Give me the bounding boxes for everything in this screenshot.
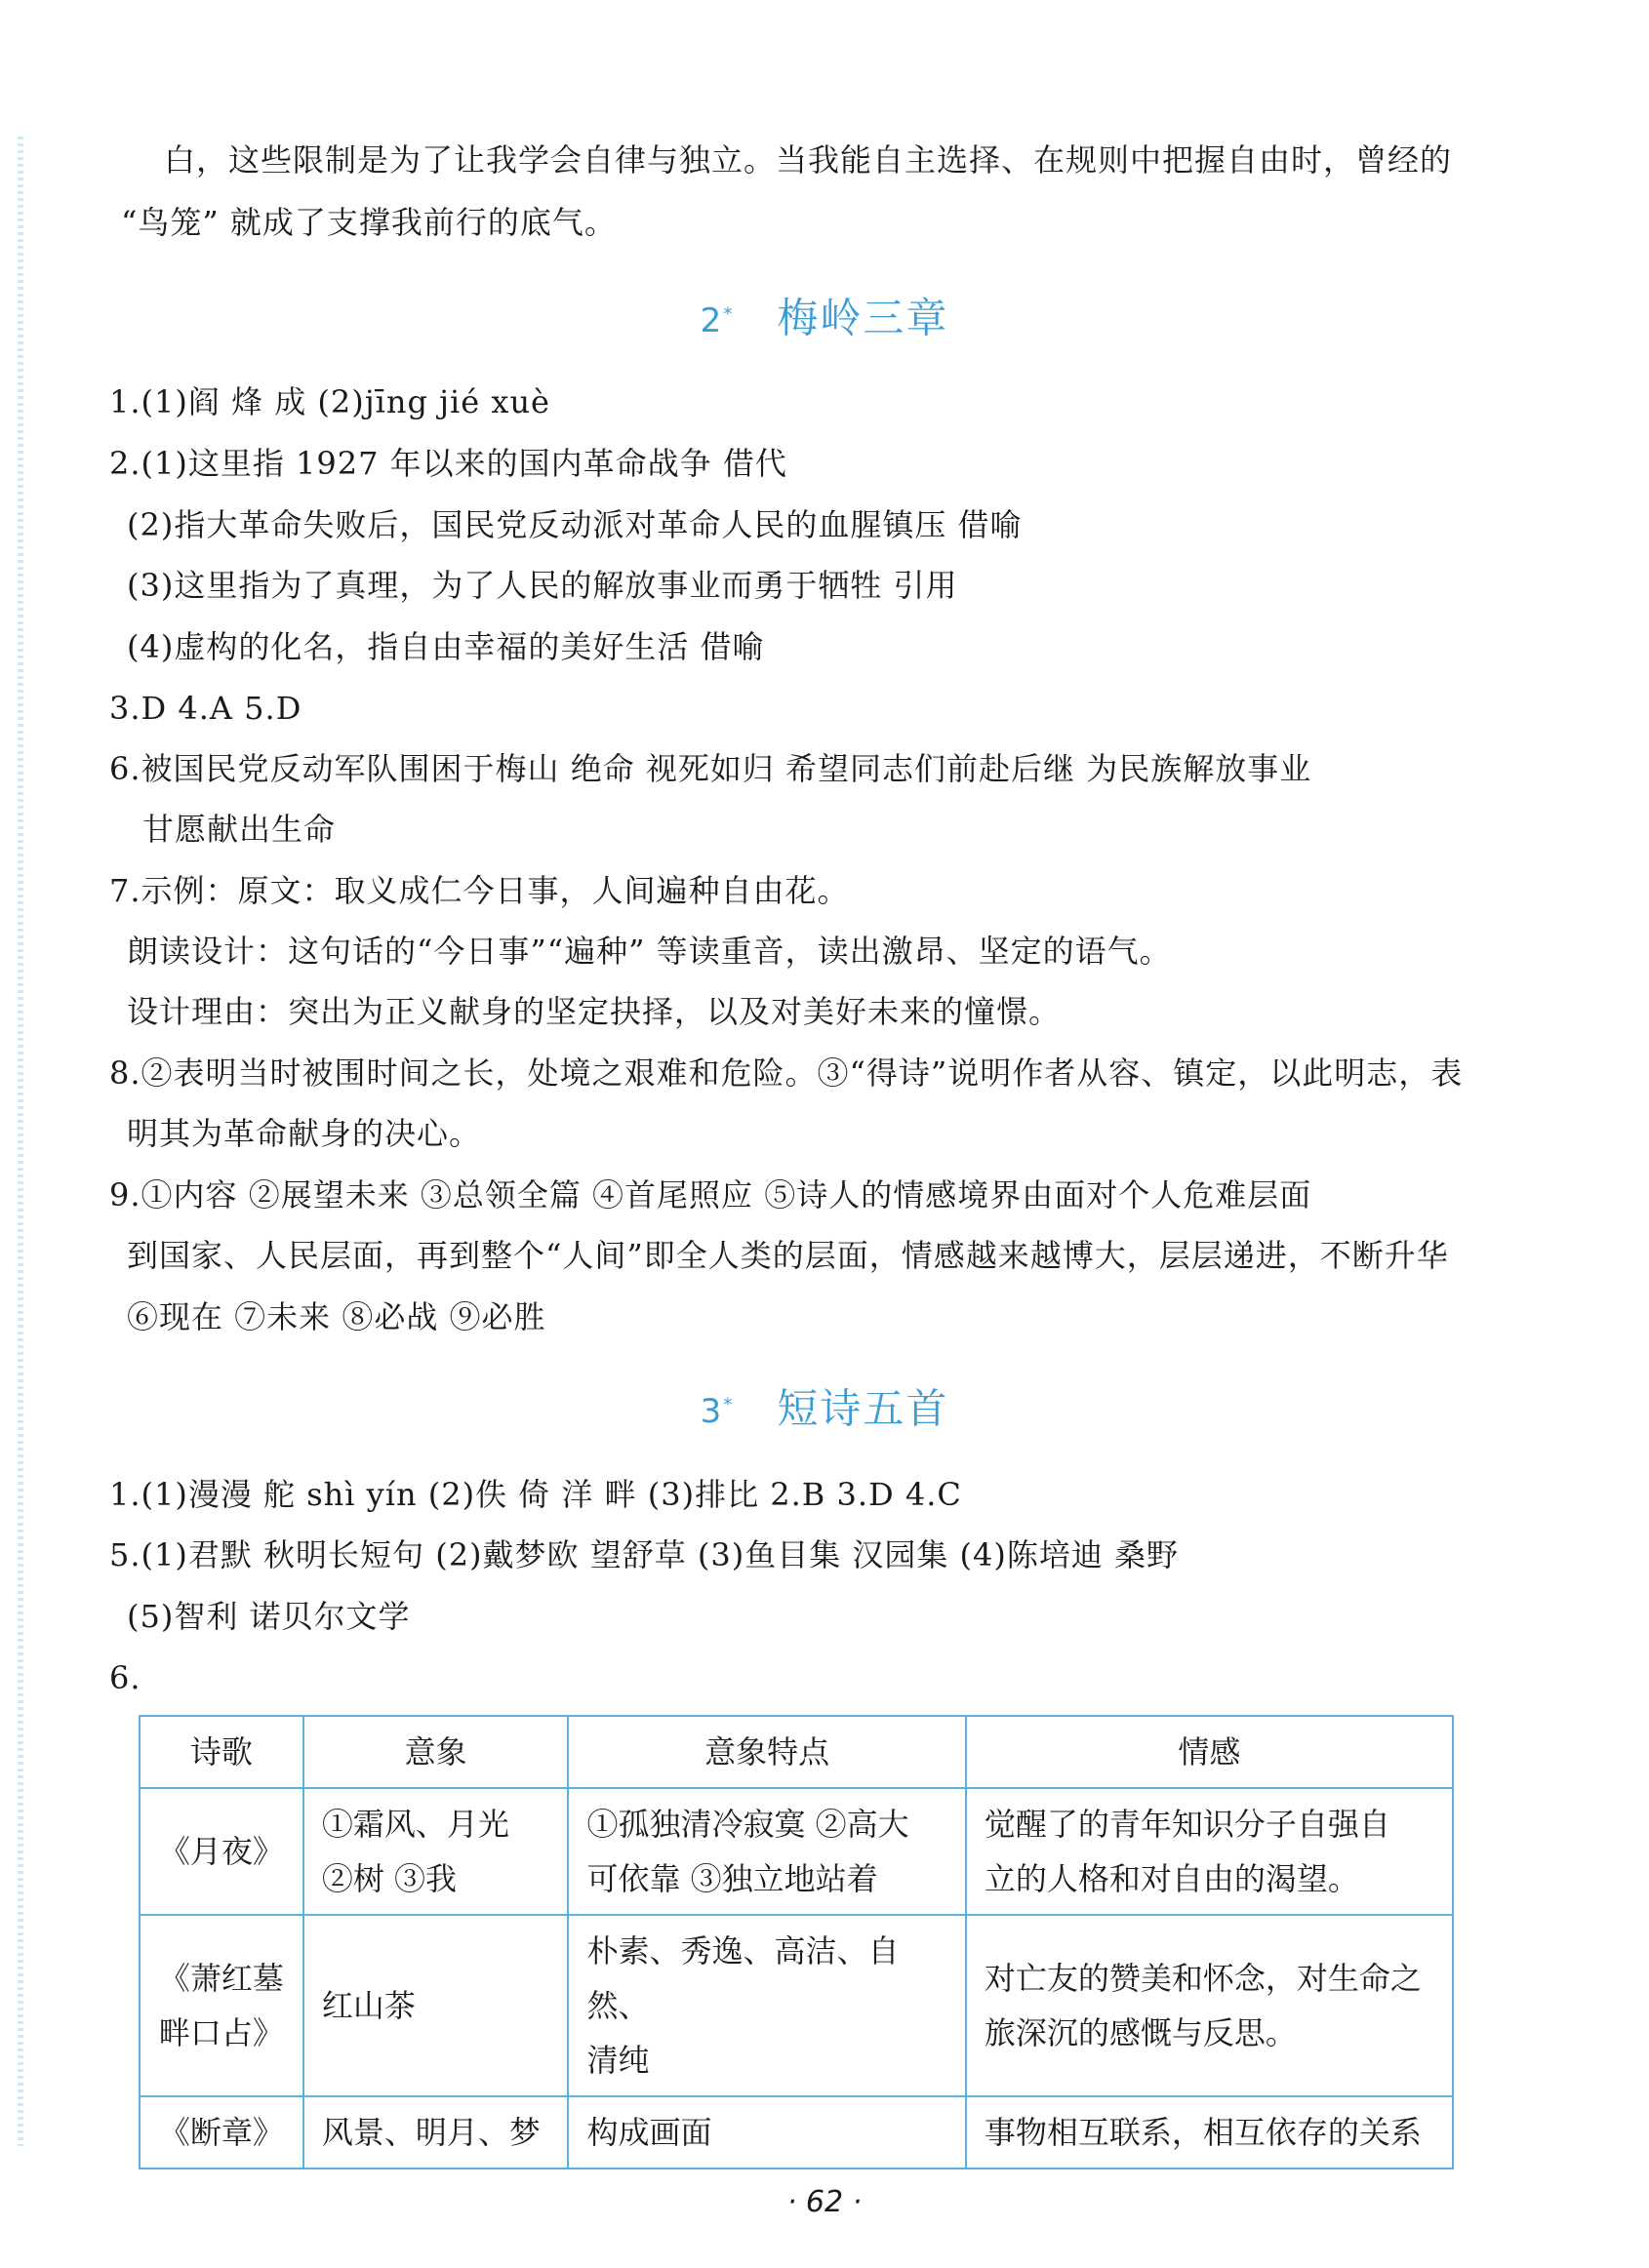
cell-feature: 朴素、秀逸、高洁、自然、 清纯	[568, 1915, 965, 2096]
header-image: 意象	[303, 1716, 569, 1788]
s2-line-9: 7.示例：原文：取义成仁今日事，人间遍种自由花。	[109, 872, 850, 909]
cell-emotion: 事物相互联系，相互依存的关系	[966, 2096, 1453, 2169]
section-2-title: 梅岭三章	[777, 294, 949, 342]
s2-line-11: 设计理由：突出为正义献身的坚定抉择，以及对美好未来的憧憬。	[127, 993, 1062, 1030]
s2-line-5: (4)虚构的化名，指自由幸福的美好生活 借喻	[127, 628, 765, 665]
section-2-number: 2*	[700, 301, 735, 341]
intro-line-2: “鸟笼” 就成了支撑我前行的底气。	[121, 204, 617, 241]
s2-line-13: 明其为革命献身的决心。	[127, 1115, 482, 1152]
s2-line-12: 8.②表明当时被围时间之长，处境之艰难和危险。③“得诗”说明作者从容、镇定，以此明志，表	[109, 1054, 1464, 1092]
margin-rule	[18, 137, 23, 2146]
s2-line-16: ⑥现在 ⑦未来 ⑧必战 ⑨必胜	[127, 1298, 546, 1335]
table-header-row	[140, 1716, 1453, 1788]
section-3-title: 短诗五首	[777, 1384, 949, 1433]
s3-line-1: 1.(1)漫漫 舵 shì yín (2)佚 倚 洋 畔 (3)排比 2.B 3.D 4.C	[109, 1476, 962, 1513]
s2-line-2: 2.(1)这里指 1927 年以来的国内革命战争 借代	[109, 445, 787, 482]
header-poem: 诗歌	[140, 1716, 303, 1788]
s2-line-6: 3.D 4.A 5.D	[109, 690, 302, 727]
s2-line-8: 甘愿献出生命	[142, 811, 337, 848]
cell-image: 风景、明月、梦	[303, 2096, 569, 2169]
section-3-heading	[0, 1381, 1649, 1436]
cell-feature: 构成画面	[568, 2096, 965, 2169]
table-row	[140, 1788, 1453, 1915]
s3-line-3: (5)智利 诺贝尔文学	[127, 1598, 411, 1635]
section-2-heading	[0, 291, 1649, 345]
cell-emotion: 对亡友的赞美和怀念，对生命之 旅深沉的感慨与反思。	[966, 1915, 1453, 2096]
section-3-number: 3*	[700, 1392, 735, 1432]
cell-image: 红山茶	[303, 1915, 569, 2096]
s2-line-15: 到国家、人民层面，再到整个“人间”即全人类的层面，情感越来越博大，层层递进，不断升华	[127, 1237, 1449, 1274]
s2-line-1: 1.(1)阎 烽 成 (2)jīng jié xuè	[109, 383, 550, 420]
cell-poem: 《断章》	[140, 2096, 303, 2169]
cell-image: ①霜风、月光 ②树 ③我	[303, 1788, 569, 1915]
imagery-table	[139, 1715, 1454, 2169]
s2-line-7: 6.被国民党反动军队围困于梅山 绝命 视死如归 希望同志们前赴后继 为民族解放事业	[109, 750, 1312, 787]
cell-emotion: 觉醒了的青年知识分子自强自 立的人格和对自由的渴望。	[966, 1788, 1453, 1915]
s3-line-2: 5.(1)君默 秋明长短句 (2)戴梦欧 望舒草 (3)鱼目集 汉园集 (4)陈培迪 桑野	[109, 1536, 1180, 1573]
s2-line-14: 9.①内容 ②展望未来 ③总领全篇 ④首尾照应 ⑤诗人的情感境界由面对个人危难层面	[109, 1176, 1312, 1214]
cell-poem: 《萧红墓 畔口占》	[140, 1915, 303, 2096]
header-feature: 意象特点	[568, 1716, 965, 1788]
s2-line-3: (2)指大革命失败后，国民党反动派对革命人民的血腥镇压 借喻	[127, 506, 1023, 543]
s3-line-4: 6.	[109, 1659, 141, 1696]
table-row	[140, 1915, 1453, 2096]
s2-line-10: 朗读设计：这句话的“今日事”“遍种” 等读重音，读出激昂、坚定的语气。	[127, 933, 1172, 970]
cell-feature: ①孤独清冷寂寞 ②高大 可依靠 ③独立地站着	[568, 1788, 965, 1915]
header-emotion: 情感	[966, 1716, 1453, 1788]
intro-line-1: 白，这些限制是为了让我学会自律与独立。当我能自主选择、在规则中把握自由时，曾经的	[164, 141, 1453, 179]
page-number: · 62 ·	[786, 2185, 863, 2219]
s2-line-4: (3)这里指为了真理，为了人民的解放事业而勇于牺牲 引用	[127, 567, 958, 604]
cell-poem: 《月夜》	[140, 1788, 303, 1915]
table-row	[140, 2096, 1453, 2169]
